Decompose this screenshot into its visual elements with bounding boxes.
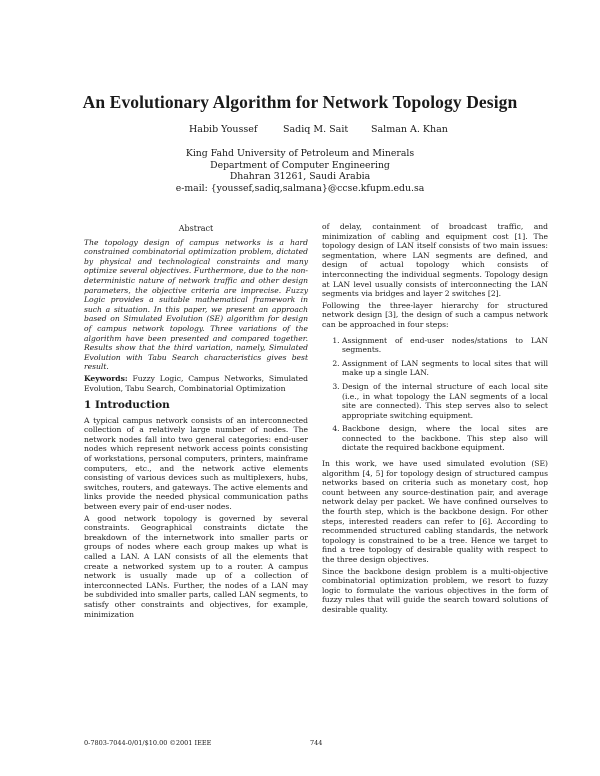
- design-steps-list: [322, 336, 548, 454]
- design-step-1: 1. Assignment of end-user nodes/stations to LAN segments.: [342, 336, 548, 355]
- author-1: Habib Youssef: [189, 124, 258, 135]
- keywords-label: Keywords:: [84, 373, 128, 383]
- design-step-4: 4. Backbone design, where the local sites are connected to the backbone. This step also will dictate the required backbone equipment.: [342, 424, 548, 453]
- email-line: e-mail: {youssef,sadiq,salmana}@ccse.kfupm.edu.sa: [175, 182, 425, 194]
- address-line: Dhahran 31261, Saudi Arabia: [229, 171, 371, 182]
- right-paragraph-2: Following the three-layer hierarchy for structured network design [3], the design of such a campus network can be approached in four steps:: [322, 300, 548, 329]
- author-2: Sadiq M. Sait: [283, 124, 349, 135]
- abstract-heading: Abstract: [178, 224, 214, 233]
- author-list: [0, 124, 600, 138]
- left-column: [84, 224, 308, 621]
- author-3: Salman A. Khan: [371, 124, 448, 135]
- intro-heading: 1 Introduction: [84, 399, 170, 412]
- intro-paragraph-1: A typical campus network consists of an interconnected collection of a relatively large number of nodes. The network nodes fall into two general categories: end-user nodes which represent network access points consisting of workstations, personal computers, printers, mainframe computers, etc., and the network active elements consisting of various devices such as multiplexers, hubs, switches, routers, and gateways. The active elements and links provide the needed physical communication paths between every pair of end-user nodes.: [84, 415, 308, 512]
- design-step-2: 2. Assignment of LAN segments to local sites that will make up a single LAN.: [342, 359, 548, 378]
- right-paragraph-4: Since the backbone design problem is a multi-objective combinatorial optimization problem, we resort to fuzzy logic to formulate the various objectives in the form of fuzzy rules that will guide the search toward solutions of desirable quality.: [322, 566, 548, 614]
- keywords-text: Fuzzy Logic, Campus Networks, Simulated Evolution, Tabu Search, Combinatorial Optimization: [84, 373, 308, 393]
- page-footer: [0, 739, 600, 749]
- right-paragraph-3: In this work, we have used simulated evolution (SE) algorithm [4, 5] for topology design of structured campus networks based on criteria such as monetary cost, hop count between any source-destination pair, and average network delay per packet. We have confined ourselves to the fourth step, which is the backbone design. For other steps, interested readers can refer to [6]. According to recommended structured cabling standards, the network topology is constrained to be a tree. Hence we target to find a tree topology of desirable quality with respect to the three design objectives.: [322, 459, 548, 564]
- page-number: 744: [310, 739, 323, 747]
- affiliation-block: [0, 148, 600, 194]
- footer-copyright: 0-7803-7044-0/01/$10.00 ©2001 IEEE: [84, 739, 212, 747]
- keywords-line: [84, 374, 308, 393]
- abstract-text: The topology design of campus networks is a hard constrained combinatorial optimization problem, dictated by physical and technological constraints and many optimize several objectives. Furthermore, due to the non-deterministic nature of network traffic and other design parameters, the objective criteria are imprecise. Fuzzy Logic provides a suitable mathematical framework in such a situation. In this paper, we present an approach based on Simulated Evolution (SE) algorithm for design of campus network topology. Three variations of the algorithm have been presented and compared together. Results show that the third variation, namely, Simulated Evolution with Tabu Search characteristics gives best result.: [84, 237, 308, 372]
- design-step-3: 3. Design of the internal structure of each local site (i.e., in what topology the LAN segments of a local site are connected). This step serves also to select appropriate switching equipment.: [342, 382, 548, 420]
- right-column: [322, 222, 548, 617]
- department-line: Department of Computer Engineering: [210, 159, 390, 171]
- university-line: King Fahd University of Petroleum and Minerals: [185, 148, 415, 159]
- right-paragraph-1: of delay, containment of broadcast traffic, and minimization of cabling and equipment cost [1]. The topology design of LAN itself consists of two main issues: segmentation, where LAN segments are defined, and design of actual topology which consists of interconnecting the individual segments. Topology design at LAN level usually consists of interconnecting the LAN segments via bridges and layer 2 switches [2].: [322, 222, 548, 299]
- intro-paragraph-2: A good network topology is governed by several constraints. Geographical constraints dictate the breakdown of the internetwork into smaller parts or groups of nodes where each group makes up what is called a LAN. A LAN consists of all the elements that create a networked system up to a router. A campus network is usually made up of a collection of interconnected LANs. Further, the nodes of a LAN may be subdivided into smaller parts, called LAN segments, to satisfy other constraints and objectives, for example, minimization: [84, 513, 308, 619]
- paper-title: An Evolutionary Algorithm for Network Topology Design: [82, 92, 518, 112]
